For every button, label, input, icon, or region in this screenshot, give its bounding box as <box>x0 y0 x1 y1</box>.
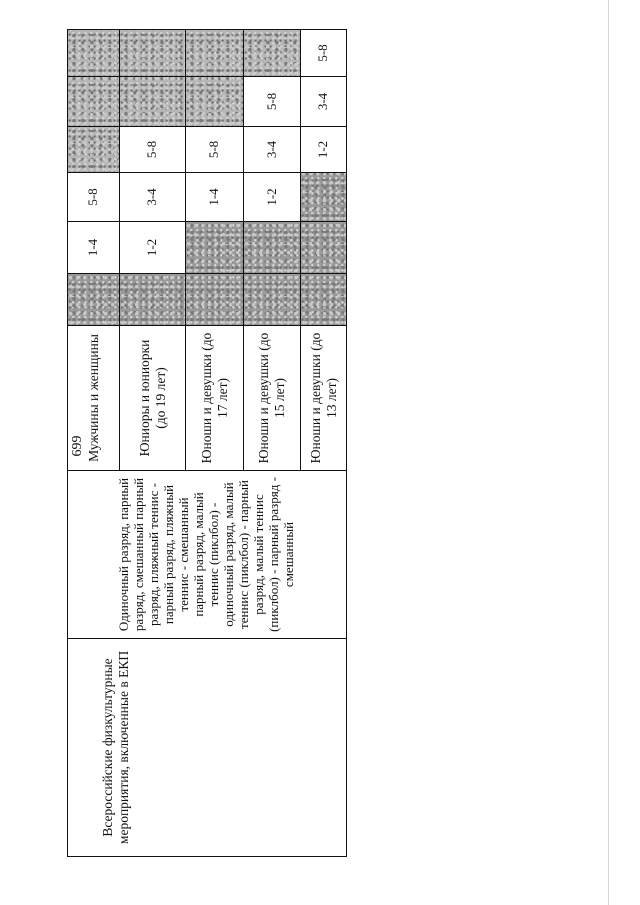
disciplines-cell: Одиночный разряд, парный разряд, смешанный парный разряд, пляжный теннис - парный разряд, пляжный теннис - смешанный парный разряд, малый теннис (пиклбол) - одиночный разряд, малый теннис (пиклбол) - парный разряд, малый теннис (пиклбол) - парный разряд - смешанный <box>68 471 347 639</box>
place-cell <box>68 127 120 173</box>
place-cell <box>120 30 186 77</box>
rotated-page-content <box>67 27 347 857</box>
results-table <box>67 29 347 857</box>
age-group-cell: Юноши и девушки (до 13 лет) <box>301 326 347 471</box>
place-cell: 5-8 <box>186 127 244 173</box>
place-cell: 5-8 <box>68 173 120 222</box>
place-cell <box>186 222 244 274</box>
place-cell <box>68 77 120 127</box>
age-group-cell: Юниоры и юниорки (до 19 лет) <box>120 326 186 471</box>
place-cell: 1-2 <box>120 222 186 274</box>
place-cell: 3-4 <box>120 173 186 222</box>
age-group-cell: Юноши и девушки (до 15 лет) <box>244 326 301 471</box>
place-cell: 1-4 <box>68 222 120 274</box>
age-group-cell: Мужчины и женщины <box>68 326 120 471</box>
event-category-cell: Всероссийские физкультурные мероприятия, включенные в ЕКП <box>68 639 347 857</box>
page-edge-line <box>608 0 609 905</box>
page-number: 699 <box>70 435 85 457</box>
place-cell <box>120 274 186 326</box>
place-cell <box>244 274 301 326</box>
place-cell <box>120 77 186 127</box>
place-cell: 5-8 <box>244 77 301 127</box>
place-cell: 1-4 <box>186 173 244 222</box>
place-cell <box>301 222 347 274</box>
place-cell: 1-2 <box>301 127 347 173</box>
place-cell <box>186 30 244 77</box>
place-cell: 3-4 <box>244 127 301 173</box>
place-cell <box>186 77 244 127</box>
place-cell <box>301 274 347 326</box>
place-cell <box>68 274 120 326</box>
place-cell <box>301 173 347 222</box>
age-group-cell: Юноши и девушки (до 17 лет) <box>186 326 244 471</box>
place-cell <box>244 30 301 77</box>
place-cell <box>186 274 244 326</box>
place-cell: 5-8 <box>301 30 347 77</box>
place-cell: 3-4 <box>301 77 347 127</box>
place-cell: 5-8 <box>120 127 186 173</box>
place-cell <box>68 30 120 77</box>
place-cell: 1-2 <box>244 173 301 222</box>
table-row <box>68 30 120 857</box>
place-cell <box>244 222 301 274</box>
